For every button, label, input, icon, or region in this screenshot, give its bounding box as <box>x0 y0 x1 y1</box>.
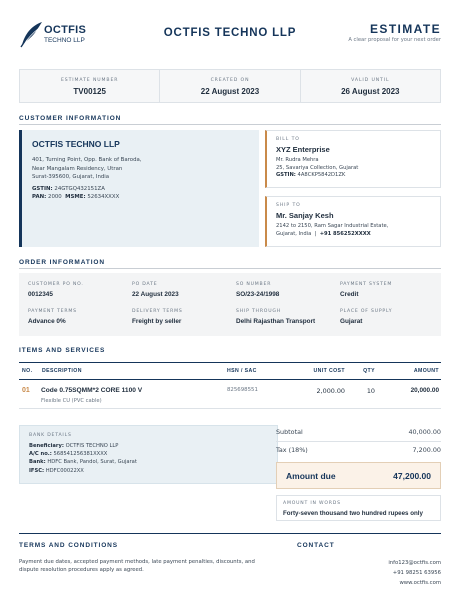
subtotal-value: 40,000.00 <box>408 428 441 436</box>
order-field-value: Delhi Rajasthan Transport <box>236 318 316 325</box>
col-description: DESCRIPTION <box>42 368 82 374</box>
tax-row <box>276 444 441 458</box>
order-field-value: SO/23-24/1998 <box>236 291 280 298</box>
msme-label: MSME: <box>65 194 86 201</box>
ship-to-phone: +91 856252XXXX <box>319 230 371 237</box>
customer-gstin <box>32 185 249 194</box>
customer-card <box>19 130 259 247</box>
customer-address-line: Surat-395600, Gujarat, India <box>32 174 110 181</box>
bank-details-title: BANK DETAILS <box>29 433 72 438</box>
item-hsn: 825698551 <box>227 387 258 393</box>
amount-in-words: Forty-seven thousand two hundred rupees only <box>283 510 423 517</box>
bill-to-line: 25, Savariya Collection, Gujarat <box>276 164 359 171</box>
divider <box>276 441 441 442</box>
bill-to-gstin-label: GSTIN: <box>276 172 296 179</box>
ship-to-card <box>265 196 441 247</box>
order-field-label: PLACE OF SUPPLY <box>340 309 393 314</box>
bill-to-gstin-value: 4A8CKP5842D1ZK <box>297 172 346 179</box>
item-no: 01 <box>22 387 30 394</box>
order-info-grid <box>19 273 441 336</box>
order-field-label: PO DATE <box>132 282 158 287</box>
item-qty: 10 <box>366 387 375 395</box>
msme-value: 52634XXXX <box>87 194 120 201</box>
customer-address-line: 401, Turning Point, Opp. Bank of Baroda, <box>32 157 142 163</box>
items-section-title: ITEMS AND SERVICES <box>19 347 106 354</box>
tax-label: Tax (18%) <box>276 446 308 454</box>
contact-block <box>388 558 441 588</box>
contact-phone[interactable]: +91 98251 63956 <box>392 570 441 576</box>
table-row <box>19 381 441 409</box>
col-qty: QTY <box>363 368 375 374</box>
customer-name: OCTFIS TECHNO LLP <box>32 139 120 149</box>
bank-ifsc <box>29 467 268 475</box>
valid-until-cell <box>301 70 440 102</box>
tax-value: 7,200.00 <box>412 446 441 454</box>
amount-due-box <box>276 462 441 489</box>
contact-email[interactable]: info123@octfis.com <box>388 560 441 566</box>
ifsc-value: HDFC00022XX <box>45 467 84 474</box>
order-section-title: ORDER INFORMATION <box>19 259 105 266</box>
col-hsn: HSN / SAC <box>227 368 257 374</box>
terms-title: TERMS AND CONDITIONS <box>19 542 119 549</box>
gstin-label: GSTIN: <box>32 185 53 192</box>
footer-divider <box>19 533 441 534</box>
order-field <box>236 309 340 327</box>
order-field-value: Credit <box>340 291 359 298</box>
bank-beneficiary <box>29 442 268 450</box>
order-field-value: Advance 0% <box>28 318 66 325</box>
order-field <box>132 309 236 327</box>
valid-until-date: 26 August 2023 <box>341 87 400 96</box>
order-field <box>28 309 132 327</box>
order-field-label: PAYMENT SYSTEM <box>340 282 393 287</box>
amount-in-words-label: AMOUNT IN WORDS <box>283 501 341 506</box>
col-unit-cost: UNIT COST <box>313 368 345 374</box>
bank-account <box>29 450 268 458</box>
bill-to-gstin <box>276 172 431 180</box>
beneficiary-label: Beneficiary: <box>29 443 64 449</box>
header <box>19 18 441 54</box>
document-subtitle: A clear proposal for your next order <box>348 37 441 43</box>
order-field <box>28 282 132 300</box>
item-unit-cost: 2,000.00 <box>316 387 345 395</box>
ship-to-name: Mr. Sanjay Kesh <box>276 211 334 220</box>
item-subdescription: Flexible CU (PVC cable) <box>41 398 102 404</box>
ship-to-line: 2142 to 2150, Ram Sagar Industrial Estate, <box>276 223 389 229</box>
order-field <box>340 309 444 327</box>
created-on-label: CREATED ON <box>210 78 250 83</box>
logo-name: OCTFIS <box>44 24 87 36</box>
item-description: Code 0.75SQMM*2 CORE 1100 V <box>41 387 143 394</box>
company-name: OCTFIS TECHNO LLP <box>163 27 297 39</box>
valid-until-label: VALID UNTIL <box>351 78 390 83</box>
subtotal-label: Subtotal <box>276 428 303 436</box>
bank-details-card <box>19 425 278 484</box>
amount-in-words-box <box>276 495 441 521</box>
estimate-number-cell <box>20 70 160 102</box>
ship-to-label: SHIP TO <box>276 203 301 208</box>
contact-website[interactable]: www.octfis.com <box>399 580 441 586</box>
subtotal-row <box>276 426 441 440</box>
order-field-label: DELIVERY TERMS <box>132 309 183 314</box>
order-field-label: SHIP THROUGH <box>236 309 281 314</box>
divider <box>19 124 441 125</box>
estimate-meta-bar <box>19 69 441 103</box>
gstin-value: 24GTGQ432151ZA <box>54 185 105 192</box>
logo-subtitle: TECHNO LLP <box>44 37 85 44</box>
pan-value: 2000 <box>48 194 62 201</box>
ship-to-line <box>276 231 431 239</box>
item-amount: 20,000.00 <box>410 387 439 394</box>
order-field-value: 22 August 2023 <box>132 291 179 298</box>
created-on-date: 22 August 2023 <box>200 87 260 96</box>
pan-label: PAN: <box>32 194 47 201</box>
bank-name <box>29 458 268 466</box>
ifsc-label: IFSC: <box>29 467 45 474</box>
bill-to-line: Mr. Rudra Mehra <box>276 157 319 163</box>
order-field-value: 0012345 <box>28 291 53 298</box>
col-no: NO. <box>22 368 33 374</box>
bill-to-name: XYZ Enterprise <box>276 145 330 154</box>
col-amount: AMOUNT <box>413 368 439 374</box>
order-field <box>236 282 340 300</box>
order-field-value: Gujarat <box>340 318 363 325</box>
order-field <box>132 282 236 300</box>
bill-to-card <box>265 130 441 188</box>
terms-text: Payment due dates, accepted payment methods, late payment penalties, discounts, and dispute resolution procedures apply as agreed. <box>19 559 255 574</box>
bank-label: Bank: <box>29 459 46 466</box>
estimate-number-label: ESTIMATE NUMBER <box>60 78 119 83</box>
customer-pan-msme <box>32 193 249 202</box>
document-title: ESTIMATE <box>370 22 441 36</box>
amount-due-label: Amount due <box>286 471 336 481</box>
order-field-label: CUSTOMER PO NO. <box>28 282 84 287</box>
customer-address-line: Near Mangalam Residency, Utran <box>32 165 123 172</box>
bill-to-label: BILL TO <box>276 137 300 142</box>
divider <box>19 268 441 269</box>
bank-value: HDFC Bank, Pandol, Surat, Gujarat <box>47 459 137 466</box>
order-field-label: PAYMENT TERMS <box>28 309 77 314</box>
order-field-label: SO NUMBER <box>236 282 272 287</box>
ship-to-region: Gujarat, India <box>276 230 312 237</box>
account-value: 568541256381XXXX <box>53 451 108 458</box>
created-on-cell <box>160 70 300 102</box>
beneficiary-value: OCTFIS TECHNO LLP <box>65 443 119 449</box>
estimate-number: TV00125 <box>73 87 106 96</box>
order-field-value: Freight by seller <box>132 318 182 325</box>
order-field <box>340 282 444 300</box>
contact-title: CONTACT <box>297 542 335 549</box>
amount-due-value: 47,200.00 <box>393 471 431 481</box>
customer-section-title: CUSTOMER INFORMATION <box>19 115 122 122</box>
account-label: A/C no.: <box>29 451 52 458</box>
items-table-header <box>19 362 441 380</box>
ship-to-separator: | <box>314 230 317 237</box>
